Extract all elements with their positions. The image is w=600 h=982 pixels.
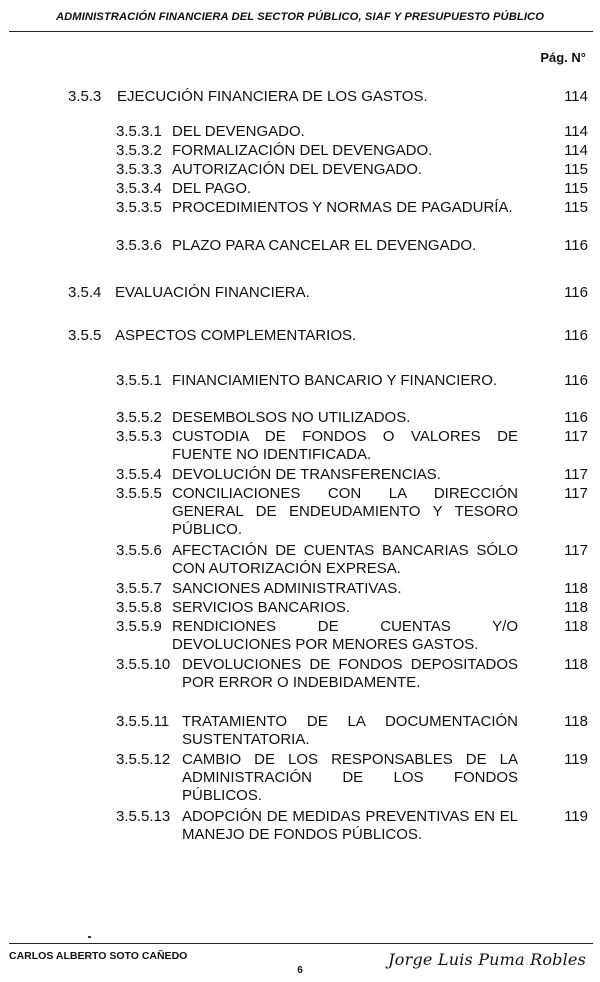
toc-entry-number: 3.5.5.9	[116, 618, 162, 635]
toc-entry-number: 3.5.5.12	[116, 751, 171, 768]
toc-entry-page: 118	[564, 656, 588, 673]
toc-entry-page: 118	[564, 713, 588, 730]
footer-author: CARLOS ALBERTO SOTO CAÑEDO	[9, 950, 188, 962]
toc-entry-number: 3.5.5.5	[116, 485, 162, 502]
toc-entry-title: DEVOLUCIÓN DE TRANSFERENCIAS.	[172, 466, 441, 483]
toc-entry-number: 3.5.5.6	[116, 542, 162, 559]
toc-entry-number: 3.5.3.1	[116, 123, 162, 140]
toc-entry-title: TRATAMIENTO DE LA DOCUMENTACIÓN SUSTENTATORIA.	[182, 713, 518, 748]
toc-entry-number: 3.5.5	[68, 327, 102, 344]
toc-entry-page: 116	[564, 327, 588, 344]
toc-entry-title: ADOPCIÓN DE MEDIDAS PREVENTIVAS EN EL MANEJO DE FONDOS PÚBLICOS.	[182, 808, 518, 843]
toc-entry-page: 114	[564, 123, 588, 140]
toc-entry-title: ASPECTOS COMPLEMENTARIOS.	[115, 327, 357, 344]
toc-entry-title: RENDICIONES DE CUENTAS Y/O DEVOLUCIONES POR MENORES GASTOS.	[172, 618, 518, 653]
scan-speck	[88, 936, 91, 938]
toc-entry-number: 3.5.5.11	[116, 713, 170, 730]
toc-entry-title: CUSTODIA DE FONDOS O VALORES DE FUENTE NO IDENTIFICADA.	[172, 428, 518, 463]
toc-entry-title: EJECUCIÓN FINANCIERA DE LOS GASTOS.	[117, 88, 428, 105]
toc-entry-page: 117	[564, 542, 588, 559]
footer-rule	[9, 943, 593, 944]
toc-entry-title: CONCILIACIONES CON LA DIRECCIÓN GENERAL DE ENDEUDAMIENTO Y TESORO PÚBLICO.	[172, 485, 518, 538]
toc-entry-page: 117	[564, 466, 588, 483]
toc-entry-page: 119	[564, 808, 588, 825]
toc-entry-title: PROCEDIMIENTOS Y NORMAS DE PAGADURÍA.	[172, 199, 513, 216]
toc-entry-title: EVALUACIÓN FINANCIERA.	[115, 284, 310, 301]
toc-entry-number: 3.5.3	[68, 88, 102, 105]
toc-entry-title: CAMBIO DE LOS RESPONSABLES DE LA ADMINISTRACIÓN DE LOS FONDOS PÚBLICOS.	[182, 751, 518, 804]
toc-entry-title: AUTORIZACIÓN DEL DEVENGADO.	[172, 161, 423, 178]
toc-entry-number: 3.5.5.4	[116, 466, 162, 483]
toc-entry-number: 3.5.3.2	[116, 142, 162, 159]
toc-entry-page: 118	[564, 580, 588, 597]
toc-entry-number: 3.5.3.4	[116, 180, 162, 197]
toc-entry-title: PLAZO PARA CANCELAR EL DEVENGADO.	[172, 237, 477, 254]
toc-entry-number: 3.5.5.10	[116, 656, 171, 673]
toc-entry-page: 119	[564, 751, 588, 768]
toc-entry-number: 3.5.3.3	[116, 161, 162, 178]
toc-entry-number: 3.5.5.2	[116, 409, 162, 426]
toc-entry-title: FORMALIZACIÓN DEL DEVENGADO.	[172, 142, 433, 159]
toc-entry-page: 114	[564, 88, 588, 105]
toc-entry-page: 115	[564, 161, 588, 178]
toc-entry-number: 3.5.3.6	[116, 237, 162, 254]
toc-entry-page: 116	[564, 284, 588, 301]
toc-entry-title: DEVOLUCIONES DE FONDOS DEPOSITADOS POR ERROR O INDEBIDAMENTE.	[182, 656, 518, 691]
toc-entry-page: 118	[564, 599, 588, 616]
toc-entry-number: 3.5.4	[68, 284, 102, 301]
toc-entry-page: 114	[564, 142, 588, 159]
footer-page-number: 6	[297, 965, 303, 976]
toc-entry-page: 115	[564, 199, 588, 216]
toc-entry-title: DEL PAGO.	[172, 180, 252, 197]
toc-entry-number: 3.5.5.1	[116, 372, 162, 389]
toc-entry-number: 3.5.5.7	[116, 580, 162, 597]
page-column-label: Pág. N°	[540, 50, 586, 65]
toc-entry-page: 116	[564, 237, 588, 254]
toc-entry-title: DESEMBOLSOS NO UTILIZADOS.	[172, 409, 411, 426]
toc-entry-page: 116	[564, 372, 588, 389]
footer-signature: Jorge Luis Puma Robles	[388, 950, 586, 969]
toc-entry-title: SERVICIOS BANCARIOS.	[172, 599, 351, 616]
toc-entry-title: DEL DEVENGADO.	[172, 123, 305, 140]
running-header: ADMINISTRACIÓN FINANCIERA DEL SECTOR PÚBLICO, SIAF Y PRESUPUESTO PÚBLICO	[55, 11, 545, 23]
toc-entry-title: AFECTACIÓN DE CUENTAS BANCARIAS SÓLO CON AUTORIZACIÓN EXPRESA.	[172, 542, 518, 577]
toc-entry-page: 116	[564, 409, 588, 426]
toc-entry-number: 3.5.5.3	[116, 428, 162, 445]
toc-entry-title: SANCIONES ADMINISTRATIVAS.	[172, 580, 402, 597]
toc-entry-number: 3.5.5.8	[116, 599, 162, 616]
toc-entry-page: 117	[564, 485, 588, 502]
toc-entry-title: FINANCIAMIENTO BANCARIO Y FINANCIERO.	[172, 372, 498, 389]
toc-entry-number: 3.5.5.13	[116, 808, 171, 825]
toc-entry-page: 117	[564, 428, 588, 445]
toc-entry-page: 115	[564, 180, 588, 197]
toc-entry-page: 118	[564, 618, 588, 635]
toc-entry-number: 3.5.3.5	[116, 199, 162, 216]
